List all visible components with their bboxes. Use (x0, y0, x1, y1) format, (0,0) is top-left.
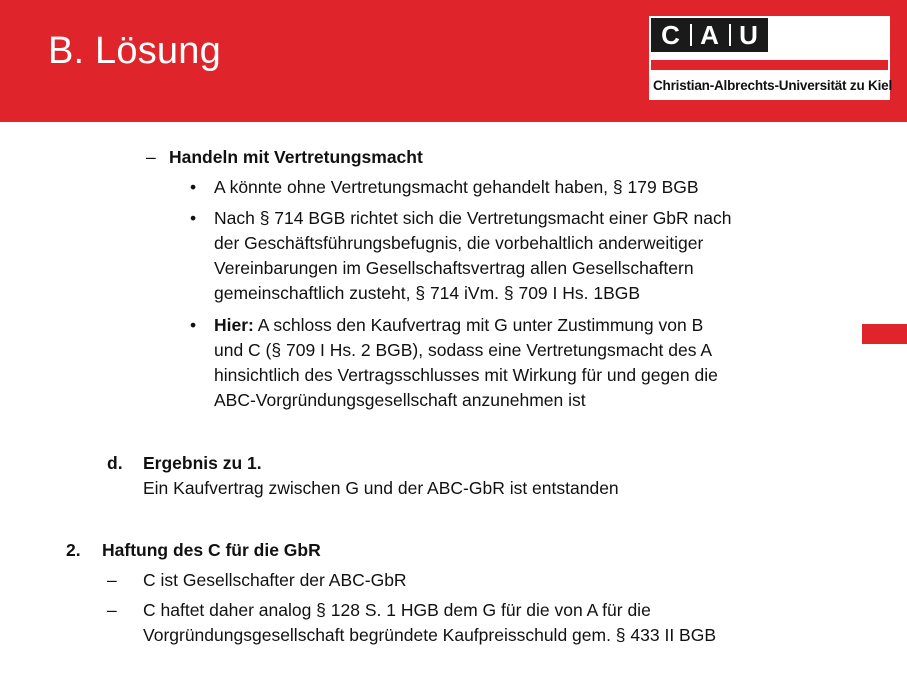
section-heading: Handeln mit Vertretungsmacht (169, 147, 423, 167)
bullet-text-line: hinsichtlich des Vertragsschlusses mit Wirkung für und gegen die (214, 365, 718, 385)
bullet-text: A könnte ohne Vertretungsmacht gehandelt haben, § 179 BGB (214, 177, 699, 197)
logo-university-name: Christian-Albrechts-Universität zu Kiel (653, 78, 892, 93)
section-text: Ein Kaufvertrag zwischen G und der ABC-GbR ist entstanden (143, 478, 619, 498)
bullet-text-fragment: A schloss den Kaufvertrag mit G unter Zustimmung von B (253, 315, 704, 335)
bullet-text-line: Nach § 714 BGB richtet sich die Vertretungsmacht einer GbR nach (214, 208, 732, 228)
highlight-label: Hier: (214, 315, 254, 335)
side-accent-tab (862, 324, 907, 344)
bullet-marker: • (190, 208, 197, 228)
bullet-marker: • (190, 177, 197, 197)
bullet-text-line: und C (§ 709 I Hs. 2 BGB), sodass eine Vertretungsmacht des A (214, 340, 713, 360)
list-item-text-line: C haftet daher analog § 128 S. 1 HGB dem G für die von A für die (143, 600, 651, 620)
bullet-marker: • (190, 315, 197, 335)
section-heading: Ergebnis zu 1. (143, 453, 262, 473)
bullet-text-line: der Geschäftsführungsbefugnis, die vorbehaltlich anderweitiger (214, 233, 704, 253)
slide-title: B. Lösung (48, 30, 221, 72)
bullet-text-line (214, 313, 703, 337)
university-logo (649, 16, 890, 100)
logo-letter-u: U (729, 18, 768, 52)
bullet-text-line: ABC-Vorgründungsgesellschaft anzunehmen ist (214, 390, 586, 410)
dash-marker: – (107, 570, 117, 590)
logo-letter-a: A (690, 18, 729, 52)
logo-red-stripe (651, 60, 888, 70)
logo-letter-c: C (661, 19, 680, 50)
bullet-text-line: gemeinschaftlich zusteht, § 714 iVm. § 709 I Hs. 1BGB (214, 283, 641, 303)
list-item-text: C ist Gesellschafter der ABC-GbR (143, 570, 407, 590)
list-item-text-line: Vorgründungsgesellschaft begründete Kaufpreisschuld gem. § 433 II BGB (143, 625, 717, 645)
bullet-text-line: Vereinbarungen im Gesellschaftsvertrag allen Gesellschaftern (214, 258, 694, 278)
list-marker: d. (107, 453, 123, 473)
dash-marker: – (146, 147, 156, 167)
dash-marker: – (107, 600, 117, 620)
logo-letters (651, 18, 768, 52)
header-bar (0, 0, 907, 122)
section-heading: Haftung des C für die GbR (102, 540, 321, 560)
list-marker: 2. (66, 540, 81, 560)
